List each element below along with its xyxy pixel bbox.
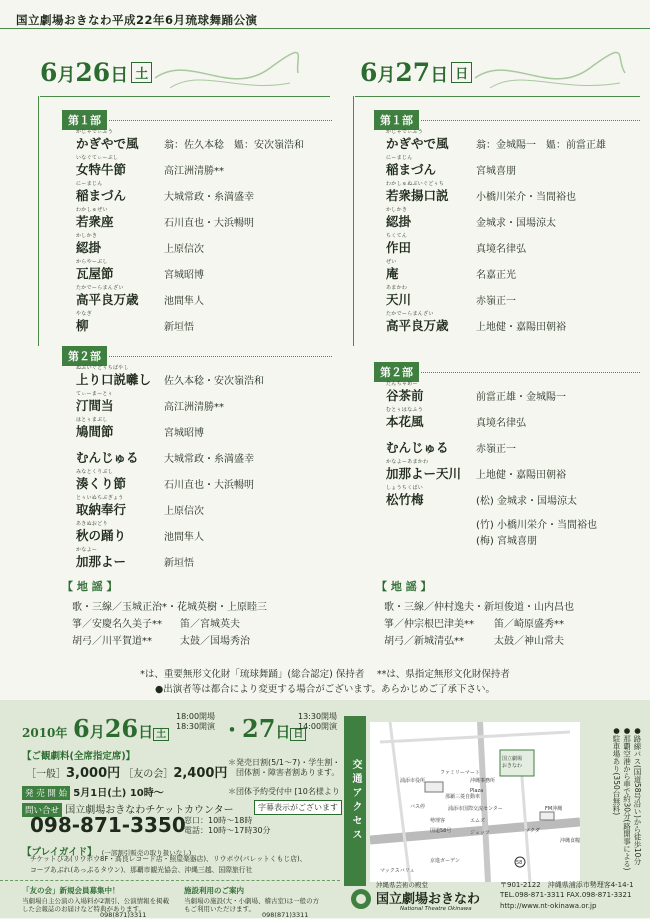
program-item <box>0 258 650 282</box>
day2-part2-extra: (竹) 小橋川栄介・当間裕也 <box>476 520 597 531</box>
program-title: 取納奉行 <box>76 502 127 517</box>
program-item <box>0 232 650 256</box>
jikata-text: 笛／宮城英夫 <box>180 619 240 630</box>
program-performer: 新垣悟 <box>164 322 194 333</box>
facility-phone: 098(871)3311 <box>262 911 309 919</box>
map-label: 那覇三菱自動車 <box>445 794 481 800</box>
program-title: むんじゅる <box>386 440 449 455</box>
program-title: 瓦屋節 <box>76 266 114 281</box>
footer-left <box>0 880 340 919</box>
sale-date: 5月1日(土) 10時〜 <box>73 788 164 799</box>
program-performer: 上地健・嘉陽田朝裕 <box>476 322 566 333</box>
program-ruby: かしかき <box>76 233 98 239</box>
map-label: ジェッツ <box>470 830 490 836</box>
program-ruby: あきぬおどり <box>76 521 108 527</box>
map-label: 国道58号 <box>430 828 452 834</box>
event-weekday: 日 <box>290 728 306 741</box>
program-item <box>0 128 650 152</box>
program-performer: 池間隼人 <box>164 532 204 543</box>
map-label: 浦添市国際交流センター <box>448 806 503 812</box>
theatre-tel: TEL.098-871-3311 FAX.098-871-3321 <box>500 891 632 899</box>
program-ruby: たんちゃめー <box>386 381 418 387</box>
program-ruby: ちくてん <box>386 233 408 239</box>
day1-day-kanji: 日 <box>110 65 129 86</box>
price-note: ＊発売日割(5/1〜7)・学生割・ <box>228 758 341 767</box>
theatre-address: 〒901-2122 沖縄県浦添市勢理客4-14-1 <box>500 881 634 889</box>
access-label: 交通アクセス <box>344 716 366 886</box>
program-performer: 翁：佐久本稔 媼：安次嶺浩和 <box>164 140 304 151</box>
program-title: 鳩間節 <box>76 424 114 439</box>
map-label: マクダ <box>525 828 540 834</box>
program-performer: 宮城昭博 <box>164 270 204 281</box>
event-date2 <box>222 714 306 743</box>
date-separator: ・ <box>222 718 242 742</box>
member-heading: 「友の会」新規会員募集中！ <box>22 886 120 895</box>
day1-month-kanji: 月 <box>57 65 76 86</box>
program-title: 高平良万歳 <box>386 318 449 333</box>
event-day2: 27 <box>242 714 276 743</box>
day1-times <box>176 712 215 732</box>
start-time: 18:30開演 <box>176 722 216 731</box>
day1-rule <box>40 96 330 97</box>
svg-text:58: 58 <box>516 860 523 866</box>
access-note: ●那覇空港から車で約30分(路開事による) <box>622 726 632 871</box>
program-ruby: にーまじん <box>76 181 103 187</box>
part-label: 第２部 <box>62 346 107 366</box>
day1-jikata-row <box>72 615 240 630</box>
jikata-text: 歌・三線／仲村逸夫・新垣俊道・山内昌也 <box>384 602 574 613</box>
open-time: 13:30開場 <box>298 712 338 721</box>
program-title: 秋の踊り <box>76 528 127 543</box>
program-ruby: むとぅはなふう <box>386 407 424 413</box>
sale-row <box>22 784 164 800</box>
program-title: 若衆揚口説 <box>386 188 449 203</box>
program-performer: 上原信次 <box>164 244 204 255</box>
day1-part1-header <box>62 110 332 130</box>
program-performer: 小橋川栄介・当間裕也 <box>476 192 576 203</box>
jikata-text: 太鼓／神山常夫 <box>494 636 564 647</box>
program-ruby: からやーぶし <box>76 259 108 265</box>
theatre-en: National Theatre Okinawa <box>400 906 472 912</box>
day2-day-kanji: 日 <box>430 65 449 86</box>
program-item <box>0 458 650 482</box>
event-day-kanji: 日 <box>138 723 154 741</box>
program-ruby: ぜい <box>386 259 397 265</box>
map-label: FM沖縄 <box>545 806 563 812</box>
program-title: 湊くり節 <box>76 476 127 491</box>
program-title: 谷茶前 <box>386 388 424 403</box>
program-title: 汀間当 <box>76 398 114 413</box>
program-ruby: たかでーらまんざい <box>386 311 434 317</box>
map-label: バス停 <box>410 804 426 810</box>
group-booking: ＊団体予約受付中 [10名様より <box>228 787 340 796</box>
access-note: ●駐車場あり(350台無料) <box>612 726 621 816</box>
map-label: 浦添市役所 <box>400 778 426 784</box>
hours <box>184 816 271 836</box>
open-time: 18:00開場 <box>176 712 216 721</box>
program-title: かぎやで風 <box>76 136 139 151</box>
program-ruby: にーまじん <box>386 155 413 161</box>
hours-phone: 電話：10時〜17時30分 <box>184 826 271 835</box>
price-row <box>26 762 227 781</box>
program-title: 松竹梅 <box>386 492 424 507</box>
phone-number[interactable]: 098-871-3350 <box>30 813 186 837</box>
program-performer: 赤嶺正一 <box>476 444 516 455</box>
price-member-label: ［友の会］ <box>123 769 174 780</box>
jikata-text: 箏／安慶名久美子** <box>72 619 162 630</box>
program-performer: 佐久本稔・安次嶺浩和 <box>164 376 264 387</box>
playguide-line: コープあぶれ(あっぷるタウン)、那覇市観光協会、沖縄三越、国際旅行社 <box>30 866 253 874</box>
map-label: マックスバリュ <box>380 868 415 874</box>
map-label: 沖縄事務所 <box>470 778 496 784</box>
program-ruby: たかでーらまんざい <box>76 285 124 291</box>
hours-counter: 窓口：10時〜18時 <box>184 816 253 825</box>
program-ruby: みなとくりぶし <box>76 469 114 475</box>
program-performer: 高江洲清勝** <box>164 402 224 413</box>
map-label: Plaza <box>470 788 484 794</box>
day1-weekday: 土 <box>131 62 152 83</box>
price-general-label: ［一般］ <box>26 769 66 780</box>
map-label: エムズ <box>470 818 486 824</box>
day1-part2-header <box>62 346 332 366</box>
day2-weekday: 日 <box>451 62 472 83</box>
member-text: した会報誌のお届けなど特典があります。 <box>22 905 145 913</box>
subtitle-badge: 字幕表示がございます <box>254 800 342 815</box>
program-performer: 石川直也・大浜暢明 <box>164 480 254 491</box>
program-item <box>0 310 650 334</box>
program-ruby: かしかき <box>386 207 408 213</box>
day1-date-heading <box>40 58 152 87</box>
program-item <box>0 406 650 430</box>
day2-jikata-row <box>384 632 564 647</box>
program-ruby: わかしゅぜい <box>76 207 108 213</box>
day2-month: 6 <box>360 58 378 87</box>
program-ruby: しょうちくばい <box>386 485 424 491</box>
day1-jikata-row <box>72 598 267 613</box>
day1-day: 26 <box>75 58 111 87</box>
program-title: 綛掛 <box>76 240 102 255</box>
inquiry-tag: 問い合せ <box>22 803 62 817</box>
program-title: 上り口説囃し <box>76 372 152 387</box>
start-time: 14:00開演 <box>298 722 338 731</box>
member-phone: 098(871)3311 <box>100 911 147 919</box>
day1-jikata-label: 【 地 謡 】 <box>62 580 118 593</box>
day2-day: 27 <box>395 58 431 87</box>
header-rule <box>0 28 650 29</box>
program-title: 稲まづん <box>76 188 127 203</box>
cast-note: *は、重要無形文化財「琉球舞踊」(総合認定) 保持者 **は、県指定無形文化財保持者 <box>140 669 510 680</box>
part-label: 第１部 <box>62 110 107 130</box>
program-title: 女特牛節 <box>76 162 127 177</box>
change-note: ●出演者等は都合により変更する場合がございます。あらかじめご了承下さい。 <box>154 684 496 695</box>
program-performer: (松) 金城求・国場涼太 <box>476 496 577 507</box>
program-title: 作田 <box>386 240 412 255</box>
program-title: 高平良万歳 <box>76 292 139 307</box>
price-heading: 【ご観劇料(全席指定席)】 <box>22 751 136 762</box>
program-ruby: かなよー <box>76 547 98 553</box>
program-title: 綛掛 <box>386 214 412 229</box>
day2-month-kanji: 月 <box>377 65 396 86</box>
access-note: ●路線バス(国道58号沿い)から徒歩10分 <box>633 726 642 865</box>
program-item <box>0 380 650 404</box>
event-day-kanji: 日 <box>275 723 291 741</box>
program-item <box>0 284 650 308</box>
program-item <box>0 154 650 178</box>
sale-tag: 発 売 開 始 <box>22 786 70 800</box>
price-notes <box>228 758 340 778</box>
program-title: かぎやで風 <box>386 136 449 151</box>
theatre-tag: 沖縄県芸術の殿堂 <box>376 881 428 889</box>
program-ruby: ぬぶいぐどぅちばやし <box>76 365 129 371</box>
program-performer: 翁：金城陽一 媼：前當正雄 <box>476 140 606 151</box>
member-text: 当劇場自主公演の入場料が2割引、公演情報を掲載 <box>22 897 170 905</box>
jikata-text: 笛／崎原盛秀** <box>494 619 564 630</box>
program-ruby: やなぎ <box>76 311 92 317</box>
inquiry-text: 国立劇場おきなわチケットカウンター <box>65 805 234 816</box>
program-item <box>0 432 650 456</box>
program-title: 庵 <box>386 266 399 281</box>
jikata-text: 胡弓／川平賀道** <box>72 636 152 647</box>
day2-part2-header <box>374 362 640 382</box>
program-item <box>0 546 650 570</box>
program-title: 若衆座 <box>76 214 114 229</box>
program-performer: 石川直也・大浜暢明 <box>164 218 254 229</box>
program-item <box>0 206 650 230</box>
access-notes <box>586 726 642 886</box>
day2-part2-extra: (梅) 宮城喜朋 <box>476 536 537 547</box>
price-member: 2,400円 <box>173 766 228 781</box>
program-ruby: はとぅまぶし <box>76 417 108 423</box>
program-ruby: かじゃでぃふう <box>76 129 114 135</box>
program-title: 柳 <box>76 318 89 333</box>
program-title: 天川 <box>386 292 412 307</box>
map-label: 京進ガーデン <box>430 858 460 864</box>
program-performer: 赤嶺正一 <box>476 296 516 307</box>
program-ruby: かじゃでぃふう <box>386 129 424 135</box>
program-item <box>0 484 650 508</box>
event-month-kanji: 月 <box>89 723 105 741</box>
day1-month: 6 <box>40 58 58 87</box>
playguide-note: (一部割引販売の取り扱いなし) <box>101 849 192 857</box>
day2-part1-header <box>374 110 640 130</box>
program-performer: 大城常政・糸満盛幸 <box>164 192 254 203</box>
program-performer: 宮城昭博 <box>164 428 204 439</box>
map-label: 沖縄食糧 <box>560 838 580 844</box>
day2-jikata-row <box>384 615 564 630</box>
program-performer: 池間隼人 <box>164 296 204 307</box>
price-general: 3,000円 <box>66 766 121 781</box>
event-month: 6 <box>72 714 90 743</box>
theatre-url[interactable]: http://www.nt-okinawa.or.jp <box>500 902 597 910</box>
part-label: 第１部 <box>374 110 419 130</box>
theatre-logo-icon <box>350 888 372 910</box>
program-ruby: とぅいぬちぶぎょう <box>76 495 124 501</box>
event-dates <box>22 714 169 743</box>
program-title: むんじゅる <box>76 450 139 465</box>
program-performer: 新垣悟 <box>164 558 194 569</box>
map-label: ファミリーマート <box>440 770 480 776</box>
facility-heading: 施設利用のご案内 <box>184 886 244 895</box>
swirl-decoration <box>150 48 300 98</box>
swirl-decoration <box>470 48 630 98</box>
program-ruby: いなぐてぃーぶし <box>76 155 119 161</box>
map-label: 勢理客 <box>430 818 446 824</box>
program-title: 加那よー <box>76 554 127 569</box>
part-label: 第２部 <box>374 362 419 382</box>
program-performer: 上原信次 <box>164 506 204 517</box>
program-performer: 上地健・嘉陽田朝裕 <box>476 470 566 481</box>
day2-jikata-label: 【 地 謡 】 <box>376 580 432 593</box>
facility-text: もご利用いただけます。 <box>184 905 255 913</box>
day2-times <box>298 712 337 732</box>
svg-text:国立劇場: 国立劇場 <box>502 756 523 762</box>
program-performer: 真境名律弘 <box>476 418 526 429</box>
jikata-text: 箏／仲宗根巴津美** <box>384 619 474 630</box>
program-performer: 金城求・国場涼太 <box>476 218 556 229</box>
event-weekday: 土 <box>153 728 169 741</box>
program-ruby: かなよーあまかわ <box>386 459 429 465</box>
program-performer: 大城常政・糸満盛幸 <box>164 454 254 465</box>
program-ruby: てぃーまーとぅ <box>76 391 113 397</box>
program-performer: 真境名律弘 <box>476 244 526 255</box>
program-performer: 宮城喜朋 <box>476 166 516 177</box>
program-title: 本花風 <box>386 414 424 429</box>
program-ruby: あまかわ <box>386 285 408 291</box>
access-map[interactable] <box>370 722 580 882</box>
theatre-name: 国立劇場おきなわ <box>376 892 481 907</box>
price-note: 団体割・障害者割あります。 <box>228 768 340 777</box>
jikata-text: 歌・三線／玉城正治*・花城英樹・上原睦三 <box>72 602 267 613</box>
jikata-text: 太鼓／国場秀治 <box>180 636 250 647</box>
program-performer: 高江洲清勝** <box>164 166 224 177</box>
day2-rule <box>355 96 640 97</box>
playguide-title: 【プレイガイド】 <box>22 847 97 858</box>
program-title: 稲まづん <box>386 162 437 177</box>
day2-jikata-row <box>384 598 574 613</box>
program-performer: 前當正雄・金城陽一 <box>476 392 566 403</box>
program-ruby: わかしゅぬぶいぐどぅち <box>386 181 445 187</box>
playguide-line: チケットぴあ(リウボウ8F・高良レコード店・照屋楽器店)、リウボウ(パレットくもじ店)、 <box>30 855 307 863</box>
facility-text: 当劇場の施設(大・小劇場、稽古室)は一般の方 <box>184 897 320 905</box>
event-year: 2010年 <box>22 726 68 740</box>
day1-jikata-row <box>72 632 250 647</box>
svg-text:おきなわ: おきなわ <box>502 763 523 769</box>
page-header: 国立劇場おきなわ平成22年6月琉球舞踊公演 <box>16 13 258 27</box>
program-performer: 名嘉正光 <box>476 270 516 281</box>
program-item <box>0 180 650 204</box>
day2-date-heading <box>360 58 472 87</box>
event-day1: 26 <box>104 714 139 743</box>
jikata-text: 胡弓／新城清弘** <box>384 636 464 647</box>
program-title: 加那よー天川 <box>386 466 462 481</box>
